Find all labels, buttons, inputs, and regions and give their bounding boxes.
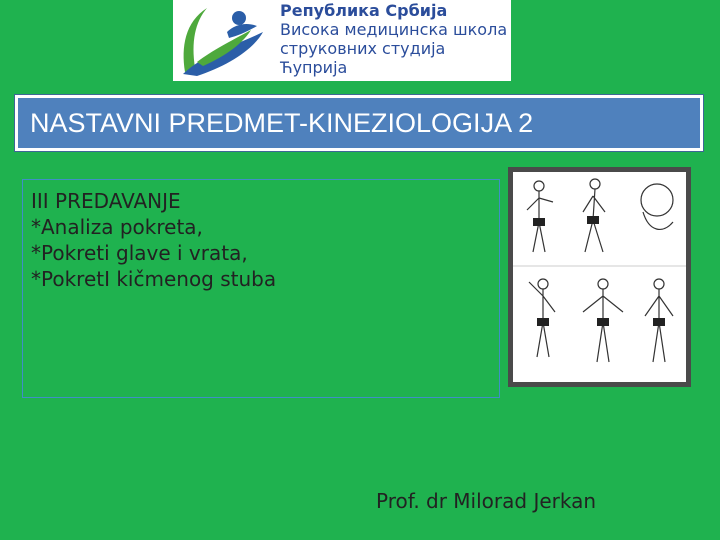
logo-line-3: струковних студија [280,39,446,58]
movements-illustration [508,167,691,387]
hands-logo-icon [177,2,269,78]
logo-line-2: Висока медицинска школа [280,20,508,39]
title-bar [15,95,703,151]
content-line-3: *Pokreti glave i vrata, [31,241,248,265]
slide-title: NASTAVNI PREDMET-KINEZIOLOGIJA 2 [30,108,534,138]
content-line-2: *Analiza pokreta, [31,215,203,239]
content-line-1: III PREDAVANJE [31,189,181,213]
author-name: Prof. dr Milorad Jerkan [376,489,597,513]
content-box [22,179,500,398]
anatomical-figures-icon [513,172,686,382]
logo-line-1: Република Србија [280,1,448,20]
content-line-4: *PokretI kičmenog stuba [31,267,277,291]
school-logo [173,0,511,81]
school-name [280,1,507,77]
logo-line-4: Ћуприја [280,58,348,77]
